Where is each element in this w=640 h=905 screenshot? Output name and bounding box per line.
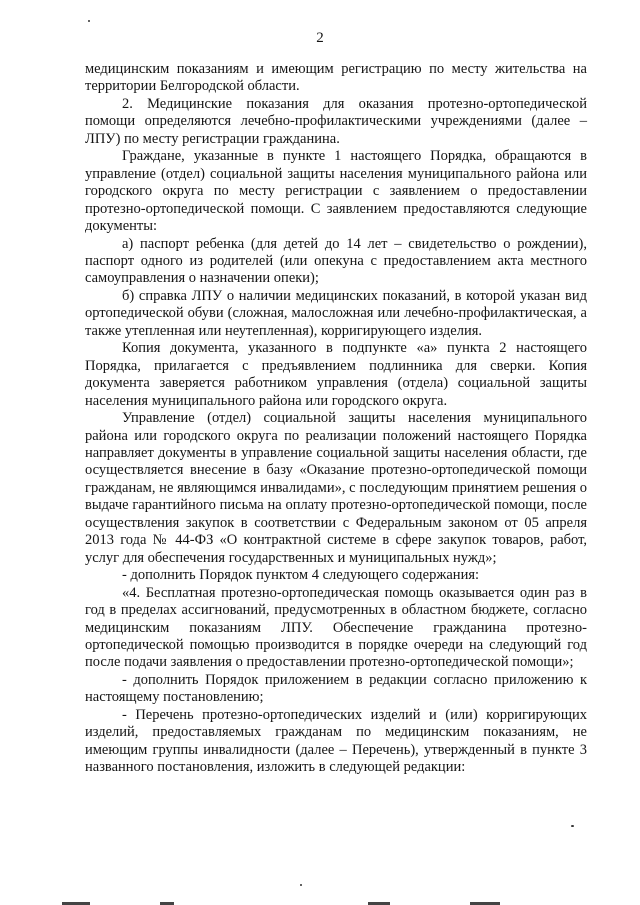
paragraph-6: Копия документа, указанного в подпункте «а» пункта 2 настоящего Порядка, прилагается с предъявлением подлинника для сверки. Копия документа заверяется работником управления (отдела) социальной защиты населения муниципального района или городского округа. <box>85 340 587 409</box>
paragraph-5: б) справка ЛПУ о наличии медицинских показаний, в которой указан вид ортопедической обуви (сложная, малосложная или лечебно-профилактическая, а также утепленная или неутепленная), корригирующего изделия. <box>85 287 587 339</box>
scan-speck <box>300 884 302 886</box>
page-number: 2 <box>316 30 324 46</box>
paragraph-3: Граждане, указанные в пункте 1 настоящего Порядка, обращаются в управление (отдел) социальной защиты населения муниципального района или городского округа по месту регистрации с заявлением о предоставлении протезно-ортопедической помощи. С заявлением предоставляются следующие документы: <box>85 148 587 235</box>
document-body <box>85 61 587 777</box>
scan-speck <box>88 20 90 22</box>
paragraph-1: медицинским показаниям и имеющим регистрацию по месту жительства на территории Белгородской области. <box>85 61 587 95</box>
scan-speck <box>571 825 574 827</box>
paragraph-9: «4. Бесплатная протезно-ортопедическая помощь оказывается один раз в год в пределах ассигнований, предусмотренных в областном бюджете, согласно медицинским показаниям ЛПУ. Обеспечение гражданина протезно-ортопедической помощью производится в порядке очереди на следующий год после подачи заявления о предоставлении протезно-ортопедической помощи»; <box>85 584 587 671</box>
paragraph-7: Управление (отдел) социальной защиты населения муниципального района или городского округа по реализации положений настоящего Порядка направляет документы в управление социальной защиты населения области, где осуществляется внесение в базу «Оказание протезно-ортопедической помощи гражданам, не являющимся инвалидами», с последующим принятием решения о выдаче гарантийного письма на оплату протезно-ортопедической помощи, после осуществления закупок в соответствии с Федеральным законом от 05 апреля 2013 года № 44-ФЗ «О контрактной системе в сфере закупок товаров, работ, услуг для обеспечения государственных и муниципальных нужд»; <box>85 410 587 566</box>
paragraph-11: - Перечень протезно-ортопедических изделий и (или) корригирующих изделий, предоставляемых гражданам по медицинским показаниям, не имеющим группы инвалидности (далее – Перечень), утвержденный в пункте 3 названного постановления, изложить в следующей редакции: <box>85 706 587 776</box>
paragraph-4: а) паспорт ребенка (для детей до 14 лет – свидетельство о рождении), паспорт одного из родителей (или опекуна с предоставлением акта местного самоуправления о назначении опеки); <box>85 235 587 287</box>
paragraph-2: 2. Медицинские показания для оказания протезно-ортопедической помощи определяются лечебно-профилактическими учреждениями (далее – ЛПУ) по месту регистрации гражданина. <box>85 95 587 147</box>
paragraph-10: - дополнить Порядок приложением в редакции согласно приложению к настоящему постановлению; <box>85 671 587 706</box>
scan-edge-marks <box>0 899 640 905</box>
paragraph-8: - дополнить Порядок пунктом 4 следующего содержания: <box>122 567 480 584</box>
